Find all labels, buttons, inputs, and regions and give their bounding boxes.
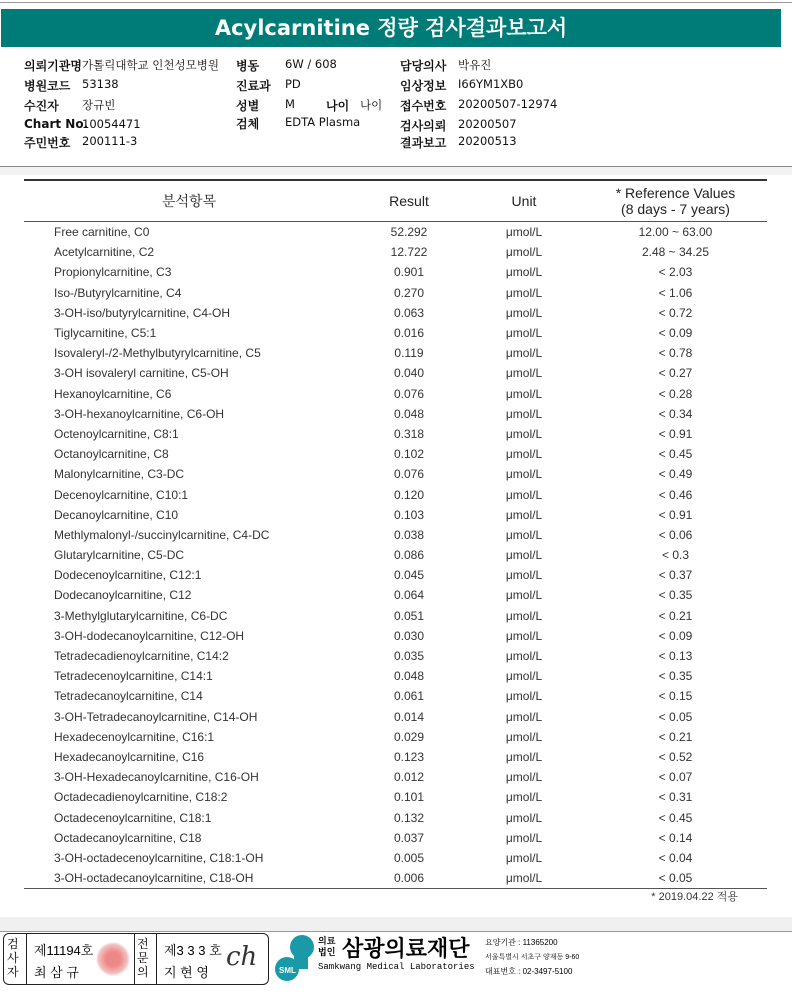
result-value: 0.119 (394, 346, 424, 361)
reference-range: < 0.27 (658, 366, 693, 381)
result-value: 0.318 (393, 426, 425, 441)
analyte-name: 3-OH-Tetradecanoylcarnitine, C14-OH (54, 709, 258, 724)
signature-icon: ch (226, 942, 258, 972)
header-result: Result (354, 180, 464, 222)
result-value: 0.101 (393, 790, 425, 805)
doctor-label: 담당의사 (400, 59, 447, 73)
analyte-name: 3-OH isovaleryl carnitine, C5-OH (54, 366, 229, 381)
divider-band (0, 917, 792, 932)
table-row (24, 626, 767, 646)
result-value: 0.076 (393, 386, 425, 401)
examiner-name: 최 삼 규 (34, 965, 79, 980)
id-label: 주민번호 (24, 136, 71, 150)
dept-label: 진료과 (236, 79, 271, 93)
reference-range: 2.48 ~ 34.25 (641, 245, 710, 260)
analyte-name: Hexadecanoylcarnitine, C16 (54, 749, 205, 764)
result-value: 0.123 (393, 749, 425, 764)
examiner-label: 검사자 (7, 937, 19, 979)
unit: μmol/L (505, 749, 543, 764)
table-row (24, 222, 767, 243)
table-row (24, 343, 767, 363)
analyte-name: 3-OH-dodecanoylcarnitine, C12-OH (54, 628, 245, 643)
unit: μmol/L (505, 426, 543, 441)
analyte-name: Isovaleryl-/2-Methylbutyrylcarnitine, C5 (54, 346, 261, 361)
unit: μmol/L (505, 245, 543, 260)
result-value: 0.270 (393, 285, 425, 300)
result-value: 0.048 (393, 669, 425, 684)
reference-range: < 0.52 (658, 749, 693, 764)
result-value: 0.037 (393, 830, 425, 845)
report-title: Acylcarnitine 정량 검사결과보고서 (1, 9, 781, 47)
analyte-name: Acetylcarnitine, C2 (54, 245, 155, 260)
reference-range: < 0.15 (658, 689, 693, 704)
specimen-value: EDTA Plasma (285, 115, 361, 129)
table-row (24, 868, 767, 889)
table-row (24, 666, 767, 686)
analyte-name: Glutarylcarnitine, C5-DC (54, 548, 185, 563)
table-row (24, 707, 767, 727)
unit: μmol/L (505, 366, 543, 381)
unit: μmol/L (505, 649, 543, 664)
table-row (24, 303, 767, 323)
table-row (24, 646, 767, 666)
chart-label: Chart No. (24, 117, 89, 131)
table-header (24, 180, 767, 222)
reference-range: < 0.28 (658, 386, 693, 401)
table-row (24, 747, 767, 767)
table-row (24, 727, 767, 747)
dept-value: PD (285, 77, 301, 91)
table-row (24, 262, 767, 282)
reference-range: < 0.45 (658, 810, 693, 825)
ward-label: 병동 (236, 59, 260, 73)
reference-range: < 0.21 (658, 608, 693, 623)
patient-info (0, 0, 792, 160)
unit: μmol/L (505, 548, 543, 563)
analyte-name: Hexanoylcarnitine, C6 (54, 386, 172, 401)
analyte-name: Decanoylcarnitine, C10 (54, 507, 179, 522)
table-row (24, 606, 767, 626)
lab-logo (270, 932, 580, 987)
reference-range: < 0.45 (658, 447, 693, 462)
reference-range: < 0.07 (658, 770, 693, 785)
analyte-name: Malonylcarnitine, C3-DC (54, 467, 185, 482)
table-row (24, 807, 767, 827)
result-value: 0.029 (393, 729, 425, 744)
unit: μmol/L (505, 285, 543, 300)
unit: μmol/L (505, 487, 543, 502)
inst-value: 가톨릭대학교 인천성모병원 (82, 58, 219, 72)
analyte-name: Methlymalonyl-/succinylcarnitine, C4-DC (54, 527, 270, 542)
analyte-name: Octadecanoylcarnitine, C18 (54, 830, 202, 845)
sex-label: 성별 (236, 99, 260, 113)
analyte-name: 3-OH-octadecanoylcarnitine, C18-OH (24, 868, 354, 889)
reference-range: < 0.35 (658, 588, 693, 603)
reference-range: < 2.03 (658, 265, 693, 280)
header-reference-line1: * Reference Values (615, 185, 736, 201)
result-value: 0.064 (393, 588, 425, 603)
reference-range: < 0.3 (661, 548, 690, 563)
unit: μmol/L (505, 568, 543, 583)
examiner-no: 제11194호 (34, 943, 94, 958)
result-value: 0.048 (393, 406, 425, 421)
result-value: 0.901 (393, 265, 425, 280)
unit: μmol/L (505, 608, 543, 623)
result-value: 0.061 (393, 689, 425, 704)
analyte-name: Tetradecenoylcarnitine, C14:1 (54, 669, 213, 684)
chart-value: 10054471 (82, 117, 141, 131)
table-row (24, 424, 767, 444)
reference-range: < 0.31 (658, 790, 693, 805)
org-address: 서울특별시 서초구 양재동 9-60 (485, 954, 580, 961)
result-value: 0.014 (393, 709, 425, 724)
result-value: 0.102 (393, 447, 425, 462)
analyte-name: Dodecanoylcarnitine, C12 (54, 588, 192, 603)
org-en: Samkwang Medical Laboratories (318, 962, 475, 972)
result-value: 0.051 (393, 608, 425, 623)
reference-range: < 0.09 (658, 628, 693, 643)
table-row (24, 686, 767, 706)
analyte-name: 3-OH-hexanoylcarnitine, C6-OH (54, 406, 225, 421)
table-row (24, 283, 767, 303)
table-row (24, 848, 767, 868)
doctor-value: 박유진 (458, 58, 492, 72)
result-value: 0.120 (393, 487, 425, 502)
unit: μmol/L (505, 265, 543, 280)
unit: μmol/L (505, 790, 543, 805)
result-value: 0.040 (393, 366, 425, 381)
reference-range: < 0.72 (658, 305, 693, 320)
unit: μmol/L (505, 770, 543, 785)
unit: μmol/L (505, 406, 543, 421)
reference-range: < 0.34 (658, 406, 693, 421)
table-row (24, 464, 767, 484)
patient-value: 장규빈 (82, 98, 116, 112)
unit: μmol/L (505, 346, 543, 361)
header-analyte: 분석항목 (24, 180, 354, 222)
reference-range: < 0.21 (658, 729, 693, 744)
result-value: 0.012 (393, 770, 425, 785)
analyte-name: Hexadecenoylcarnitine, C16:1 (54, 729, 215, 744)
analyte-name: Iso-/Butyrylcarnitine, C4 (54, 285, 182, 300)
result-value: 52.292 (390, 225, 428, 240)
analyte-name: Octadecenoylcarnitine, C18:1 (54, 810, 212, 825)
result-value: 0.076 (393, 467, 425, 482)
org-code: 요양기관 : 11365200 (485, 938, 558, 947)
analyte-name: Octadecadienoylcarnitine, C18:2 (54, 790, 228, 805)
result-value: 0.063 (393, 305, 425, 320)
reference-range: < 0.13 (658, 649, 693, 664)
unit: μmol/L (505, 729, 543, 744)
result-value: 0.038 (393, 527, 425, 542)
reference-range: 12.00 ~ 63.00 (638, 225, 713, 240)
reference-range: < 0.05 (658, 709, 693, 724)
reference-range: < 0.49 (658, 467, 693, 482)
reference-range: < 0.14 (658, 830, 693, 845)
analyte-name: Tetradecadienoylcarnitine, C14:2 (54, 649, 229, 664)
result-value: 0.016 (393, 326, 425, 341)
table-row (24, 545, 767, 565)
table-row (24, 323, 767, 343)
table-row (24, 565, 767, 585)
svg-text:SML: SML (279, 966, 296, 975)
analyte-name: Tiglycarnitine, C5:1 (54, 326, 157, 341)
id-value: 200111-3 (82, 134, 138, 148)
divider-band (0, 167, 792, 175)
table-row (24, 242, 767, 262)
table-row (24, 404, 767, 424)
table-row (24, 444, 767, 464)
code-label: 병원코드 (24, 79, 71, 93)
results-table (24, 179, 767, 889)
specialist-name: 지 현 영 (164, 965, 209, 980)
reference-range: < 0.46 (658, 487, 693, 502)
analyte-name: Octenoylcarnitine, C8:1 (54, 426, 179, 441)
ward-value: 6W / 608 (285, 57, 337, 71)
receipt-value: 20200507-12974 (458, 97, 558, 111)
clinical-label: 임상정보 (400, 79, 447, 93)
result-value: 12.722 (390, 245, 428, 260)
inst-label: 의뢰기관명 (24, 59, 82, 73)
org-phone: 대표번호 : 02-3497-5100 (485, 967, 573, 976)
analyte-name: Tetradecanoylcarnitine, C14 (54, 689, 203, 704)
age-label: 나이 (326, 99, 350, 113)
result-value: 0.030 (393, 628, 425, 643)
table-row (24, 525, 767, 545)
reference-range: < 0.91 (658, 426, 693, 441)
seal-stamp-icon (96, 942, 130, 976)
specialist-label: 전문의 (137, 937, 149, 979)
reference-range: < 0.04 (658, 850, 693, 865)
reference-range: < 1.06 (658, 285, 693, 300)
request-value: 20200507 (458, 117, 517, 131)
specimen-label: 검체 (236, 117, 260, 131)
result-value: 0.103 (393, 507, 425, 522)
unit: μmol/L (505, 527, 543, 542)
receipt-label: 접수번호 (400, 99, 447, 113)
result-value: 0.035 (393, 649, 425, 664)
reference-range: < 0.06 (658, 527, 693, 542)
table-row (24, 787, 767, 807)
unit: μmol/L (505, 628, 543, 643)
result-value: 0.005 (393, 850, 425, 865)
patient-label: 수진자 (24, 99, 59, 113)
unit: μmol/L (505, 850, 543, 865)
unit: μmol/L (505, 225, 543, 240)
table-row (24, 767, 767, 787)
table-row (24, 585, 767, 605)
signature-box (3, 933, 269, 985)
unit: μmol/L (464, 868, 584, 889)
reference-range: < 0.37 (658, 568, 693, 583)
request-label: 검사의뢰 (400, 119, 447, 133)
analyte-name: Decenoylcarnitine, C10:1 (54, 487, 189, 502)
unit: μmol/L (505, 588, 543, 603)
analyte-name: Propionylcarnitine, C3 (54, 265, 172, 280)
result-value: 0.132 (393, 810, 425, 825)
analyte-name: 3-OH-octadecenoylcarnitine, C18:1-OH (54, 850, 264, 865)
unit: μmol/L (505, 386, 543, 401)
org-type: 의료법인 (318, 936, 336, 957)
analyte-name: 3-OH-iso/butyrylcarnitine, C4-OH (54, 305, 231, 320)
analyte-name: 3-Methylglutarylcarnitine, C6-DC (54, 608, 228, 623)
footnote: * 2019.04.22 적용 (651, 891, 738, 903)
report-label: 결과보고 (400, 136, 447, 150)
unit: μmol/L (505, 467, 543, 482)
unit: μmol/L (505, 689, 543, 704)
header-reference (584, 180, 767, 222)
unit: μmol/L (505, 669, 543, 684)
report-value: 20200513 (458, 134, 517, 148)
table-row (24, 484, 767, 504)
result-value: 0.045 (393, 568, 425, 583)
table-row (24, 384, 767, 404)
reference-range: < 0.35 (658, 669, 693, 684)
result-value: 0.086 (393, 548, 425, 563)
unit: μmol/L (505, 830, 543, 845)
clinical-value: I66YM1XB0 (458, 77, 524, 91)
reference-range: < 0.05 (584, 868, 767, 889)
code-value: 53138 (82, 77, 119, 91)
table-row (24, 363, 767, 383)
unit: μmol/L (505, 447, 543, 462)
unit: μmol/L (505, 810, 543, 825)
specialist-no: 제3 3 3 호 (164, 943, 222, 958)
unit: μmol/L (505, 326, 543, 341)
reference-range: < 0.78 (658, 346, 693, 361)
header-unit: Unit (464, 180, 584, 222)
reference-range: < 0.09 (658, 326, 693, 341)
analyte-name: Free carnitine, C0 (54, 225, 150, 240)
analyte-name: Dodecenoylcarnitine, C12:1 (54, 568, 202, 583)
table-row (24, 828, 767, 848)
unit: μmol/L (505, 507, 543, 522)
reference-range: < 0.91 (658, 507, 693, 522)
unit: μmol/L (505, 709, 543, 724)
org-name: 삼광의료재단 (342, 937, 470, 962)
table-row (24, 505, 767, 525)
age-value: 나이 (360, 98, 383, 112)
header-reference-line2: (8 days - 7 years) (621, 201, 730, 217)
unit: μmol/L (505, 305, 543, 320)
analyte-name: Octanoylcarnitine, C8 (54, 447, 169, 462)
sex-value: M (285, 97, 295, 111)
result-value: 0.006 (354, 868, 464, 889)
analyte-name: 3-OH-Hexadecanoylcarnitine, C16-OH (54, 770, 259, 785)
